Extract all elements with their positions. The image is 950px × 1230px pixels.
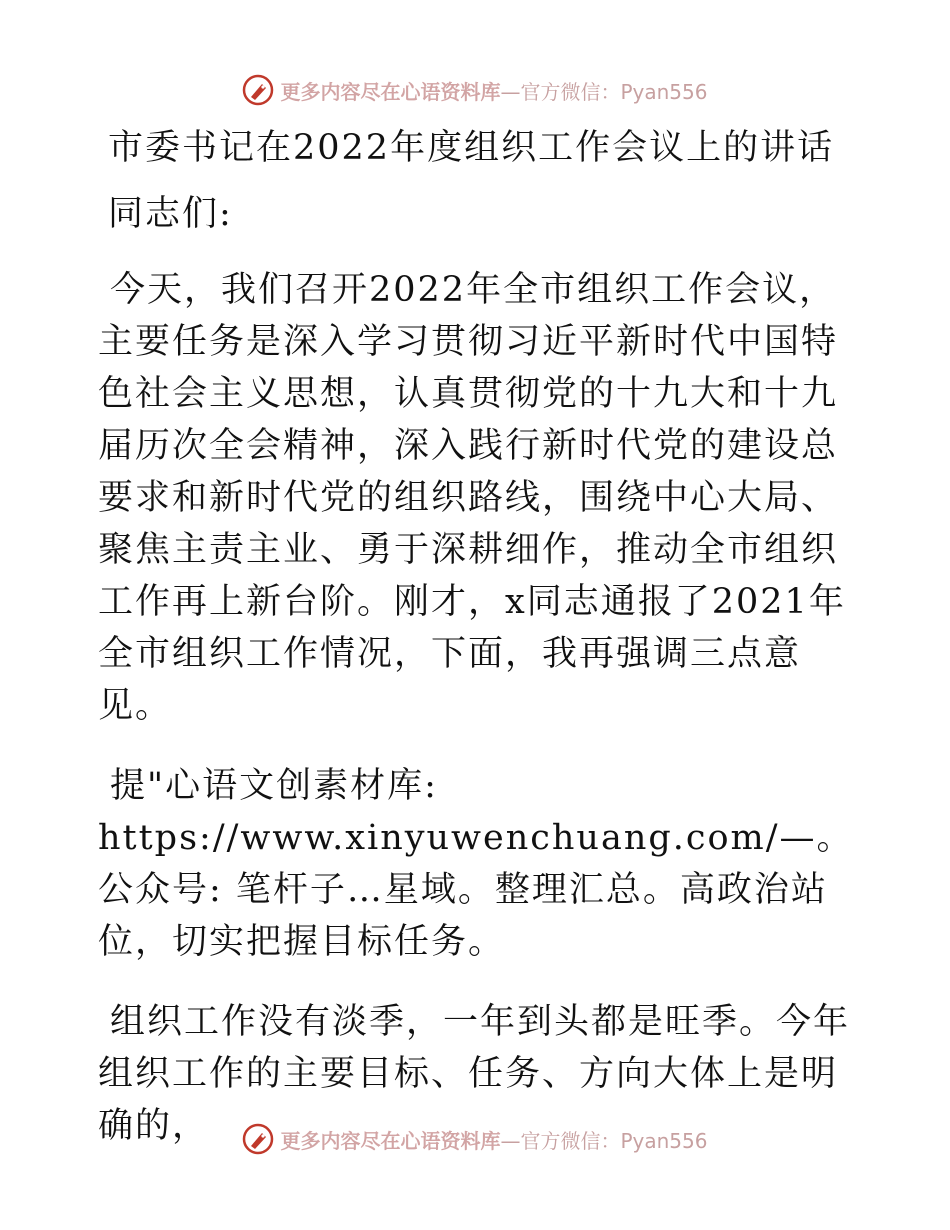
pen-nib-icon	[242, 74, 274, 106]
watermark-tail-text: —官方微信：Pyan556	[500, 1128, 708, 1153]
paragraph-3: 组织工作没有淡季，一年到头都是旺季。今年组织工作的主要目标、任务、方向大体上是明确的，	[98, 1002, 851, 1146]
paragraph-1: 今天，我们召开2022年全市组织工作会议，主要任务是深入学习贯彻习近平新时代中国特色社会主义思想，认真贯彻党的十九大和十九届历次全会精神，深入践行新时代党的建设总要求和新时代党的组织路线，围绕中心大局、聚焦主责主业、勇于深耕细作，推动全市组织工作再上新台阶。刚才，x同志通报了2021年全市组织工作情况，下面，我再强调三点意见。	[98, 270, 846, 726]
watermark-lead-text: 更多内容尽在心语资料库	[280, 1128, 501, 1153]
watermark-tail-text: —官方微信：Pyan556	[500, 79, 708, 104]
document-body	[98, 122, 858, 1152]
pen-nib-icon	[242, 1123, 274, 1155]
document-title: 市委书记在2022年度组织工作会议上的讲话	[108, 128, 835, 168]
document-greeting: 同志们:	[108, 194, 233, 234]
watermark-banner-top	[0, 70, 950, 110]
paragraph-2: 提"心语文创素材库: https://www.xinyuwenchuang.com/—。公众号: 笔杆子…星域。整理汇总。高政治站位，切实把握目标任务。	[98, 766, 854, 962]
watermark-banner-bottom	[0, 1119, 950, 1159]
watermark-lead-text: 更多内容尽在心语资料库	[280, 79, 501, 104]
